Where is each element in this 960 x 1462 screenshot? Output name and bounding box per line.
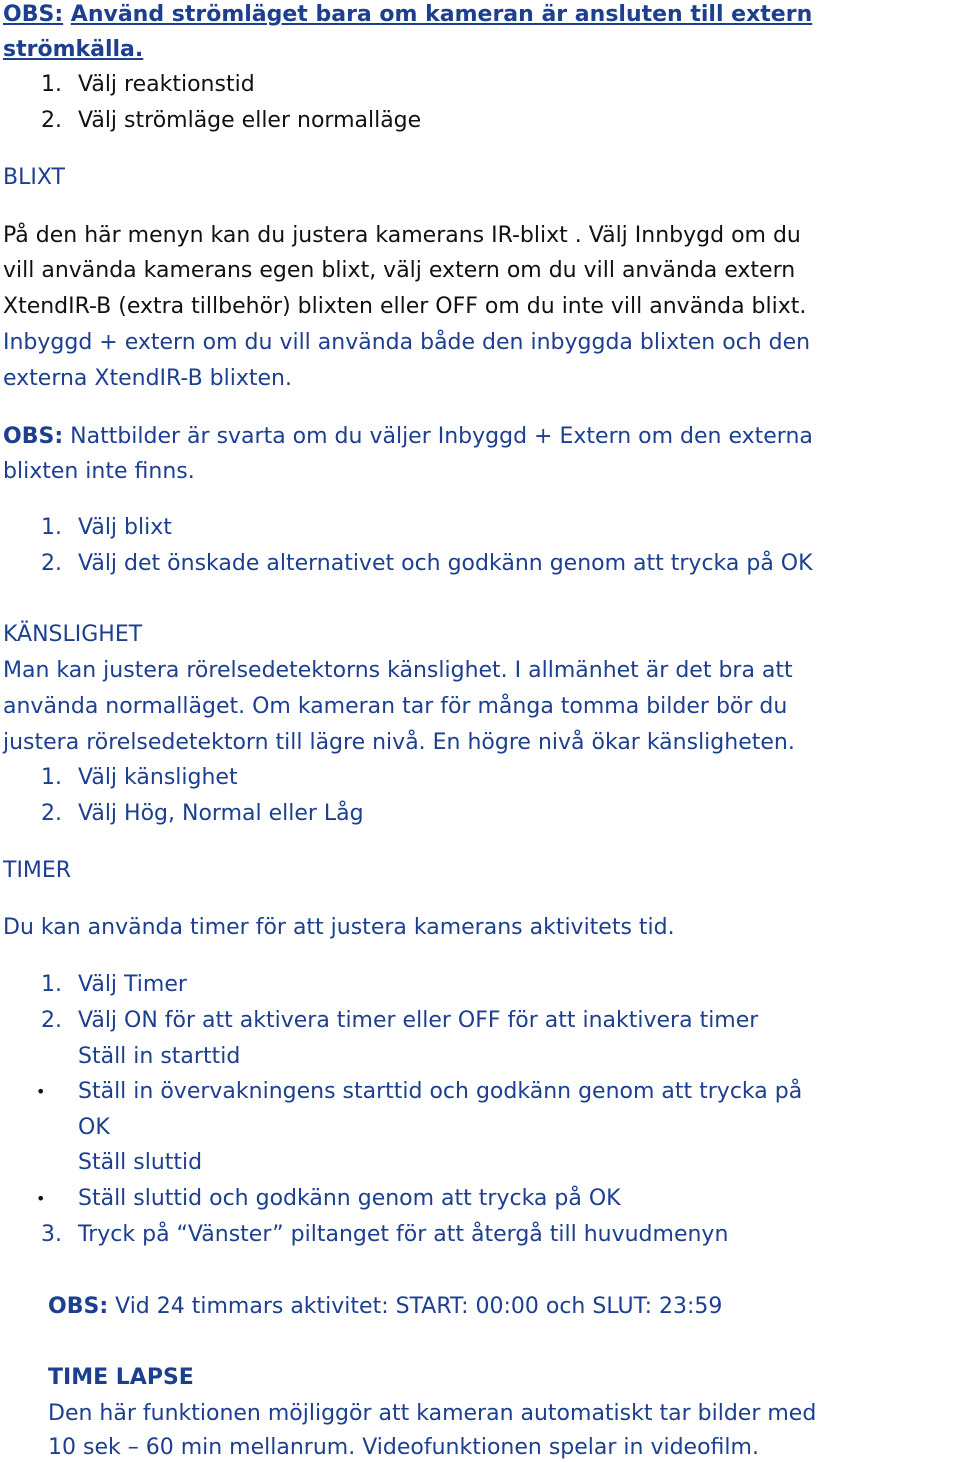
timer-intro: Du kan använda timer för att justera kamerans aktivitets tid.	[3, 915, 675, 940]
timer-step-2-text: Välj ON för att aktivera timer eller OFF för att inaktivera timer	[78, 1008, 759, 1033]
time-lapse-heading: TIME LAPSE	[48, 1365, 194, 1390]
kanslighet-step-1-number: 1.	[41, 765, 62, 790]
kanslighet-para-line-1: Man kan justera rörelsedetektorns känslighet. I allmänhet är det bra att	[3, 658, 793, 683]
time-lapse-line-1: Den här funktionen möjliggör att kameran automatiskt tar bilder med	[48, 1401, 817, 1426]
timer-bullet-1-line2: OK	[78, 1115, 110, 1140]
kanslighet-step-1-text: Välj känslighet	[78, 765, 238, 790]
power-note-line1	[3, 2, 812, 28]
blixt-para-line-2: vill använda kamerans egen blixt, välj extern om du vill använda extern	[3, 258, 796, 283]
blixt-note-text: Nattbilder är svarta om du väljer Inbyggd + Extern om den externa	[70, 424, 813, 449]
power-step-1-number: 1.	[41, 72, 62, 97]
blixt-step-1-number: 1.	[41, 515, 62, 540]
kanslighet-para-line-2: använda normalläget. Om kameran tar för många tomma bilder bör du	[3, 694, 788, 719]
blixt-step-2-number: 2.	[41, 551, 62, 576]
blixt-para-line-1: På den här menyn kan du justera kamerans IR-blixt . Välj Innbygd om du	[3, 223, 801, 248]
timer-bullet-1-line1: Ställ in övervakningens starttid och godkänn genom att trycka på	[78, 1079, 803, 1104]
blixt-note-prefix: OBS:	[3, 424, 64, 449]
kanslighet-step-2-text: Välj Hög, Normal eller Låg	[78, 801, 364, 826]
bullet-icon: •	[36, 1082, 46, 1101]
bullet-icon: •	[36, 1189, 46, 1208]
power-step-2-text: Välj strömläge eller normalläge	[78, 108, 422, 133]
timer-bullet-2: Ställ sluttid och godkänn genom att trycka på OK	[78, 1186, 621, 1211]
power-note-line2: strömkälla.	[3, 37, 144, 62]
blixt-note-line1	[3, 424, 813, 450]
time-lapse-line-2: 10 sek – 60 min mellanrum. Videofunktionen spelar in videofilm.	[48, 1435, 759, 1460]
kanslighet-heading: KÄNSLIGHET	[3, 622, 143, 647]
timer-note	[48, 1294, 722, 1320]
timer-step-1-number: 1.	[41, 972, 62, 997]
kanslighet-para-line-3: justera rörelsedetektorn till lägre nivå. En högre nivå ökar känsligheten.	[3, 730, 795, 755]
timer-start-label: Ställ in starttid	[78, 1044, 241, 1069]
blixt-note-line2: blixten inte finns.	[3, 459, 195, 484]
blixt-step-2-text: Välj det önskade alternativet och godkänn genom att trycka på OK	[78, 551, 813, 576]
timer-step-3-text: Tryck på “Vänster” piltanget för att återgå till huvudmenyn	[78, 1222, 729, 1247]
power-note-text: Använd strömläget bara om kameran är ansluten till extern	[70, 2, 813, 27]
timer-note-text: Vid 24 timmars aktivitet: START: 00:00 och SLUT: 23:59	[115, 1294, 723, 1319]
blixt-para-line-4: Inbyggd + extern om du vill använda både den inbyggda blixten och den	[3, 330, 811, 355]
blixt-step-1-text: Välj blixt	[78, 515, 172, 540]
timer-step-1-text: Välj Timer	[78, 972, 187, 997]
timer-step-2-number: 2.	[41, 1008, 62, 1033]
power-note-prefix: OBS:	[3, 2, 64, 27]
kanslighet-step-2-number: 2.	[41, 801, 62, 826]
power-step-2-number: 2.	[41, 108, 62, 133]
blixt-para-line-5: externa XtendIR-B blixten.	[3, 366, 292, 391]
timer-heading: TIMER	[3, 858, 72, 883]
timer-end-label: Ställ sluttid	[78, 1150, 203, 1175]
timer-step-3-number: 3.	[41, 1222, 62, 1247]
power-step-1-text: Välj reaktionstid	[78, 72, 255, 97]
blixt-heading: BLIXT	[3, 165, 65, 190]
timer-note-prefix: OBS:	[48, 1294, 109, 1319]
blixt-para-line-3: XtendIR-B (extra tillbehör) blixten eller OFF om du inte vill använda blixt.	[3, 294, 807, 319]
